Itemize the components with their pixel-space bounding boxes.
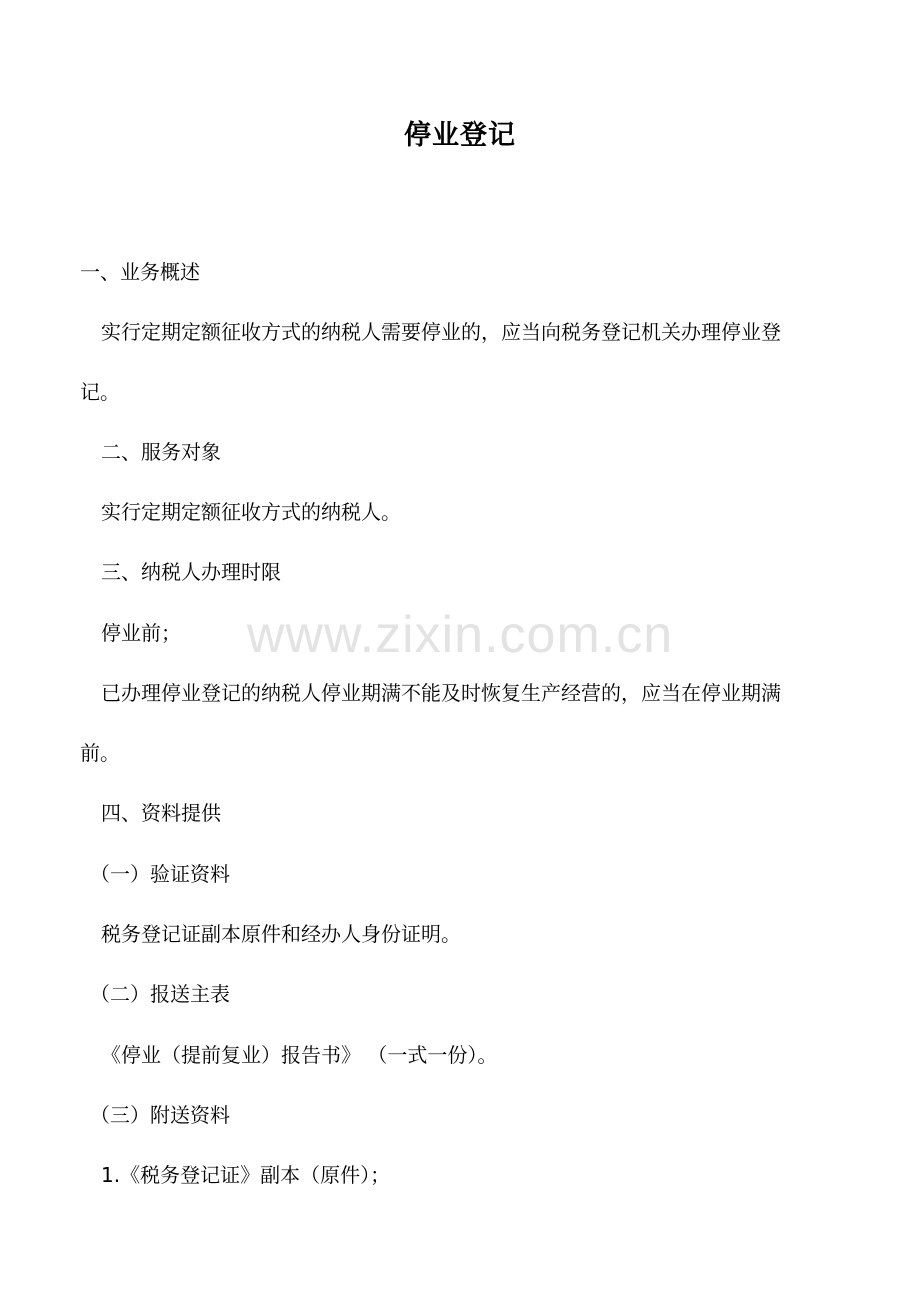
watermark: www.zixin.com.cn (246, 606, 674, 664)
subsection-heading-attachments: （三）附送资料 (90, 1103, 230, 1127)
paragraph-line: 实行定期定额征收方式的纳税人。 (101, 500, 401, 524)
paragraph-line: 记。 (80, 380, 120, 404)
subsection-heading-main-form: （二）报送主表 (90, 982, 230, 1006)
section-heading-overview: 一、业务概述 (80, 260, 200, 284)
paragraph-line: 税务登记证副本原件和经办人身份证明。 (101, 922, 461, 946)
paragraph-line: 前。 (80, 741, 120, 765)
section-heading-service-target: 二、服务对象 (101, 440, 221, 464)
paragraph-line: 已办理停业登记的纳税人停业期满不能及时恢复生产经营的，应当在停业期满 (101, 681, 781, 705)
paragraph-line: 停业前； (101, 621, 181, 645)
document-title: 停业登记 (404, 120, 516, 151)
subsection-heading-verification: （一）验证资料 (90, 862, 230, 886)
list-item: 1.《税务登记证》副本（原件）； (101, 1163, 391, 1187)
section-heading-materials: 四、资料提供 (101, 801, 221, 825)
paragraph-line: 《停业（提前复业）报告书》 （一式一份）。 (101, 1043, 498, 1067)
section-heading-time-limit: 三、纳税人办理时限 (101, 560, 281, 584)
paragraph-line: 实行定期定额征收方式的纳税人需要停业的，应当向税务登记机关办理停业登 (101, 320, 781, 344)
